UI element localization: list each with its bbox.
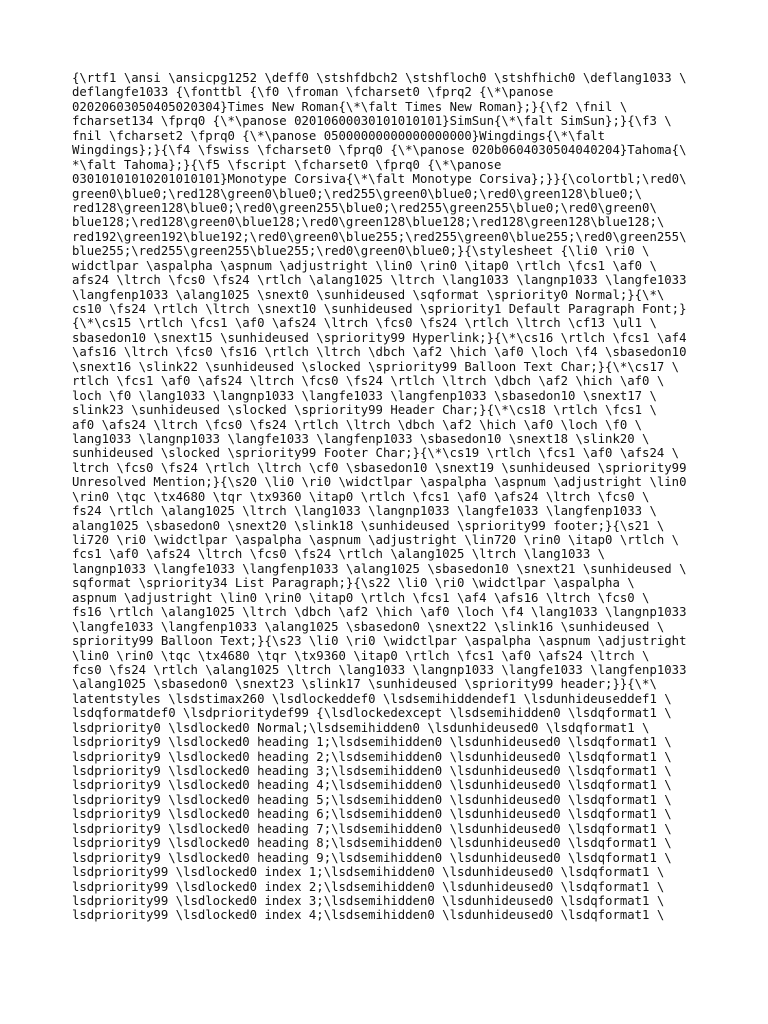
text-line: lang1033 \langnp1033 \langfe1033 \langfenp1033 \sbasedon10 \snext18 \slink20 \ [72,431,650,446]
text-line: latentstyles \lsdstimax260 \lsdlockeddef0 \lsdsemihiddendef1 \lsdunhideuseddef1 \ [72,691,672,706]
text-line: sqformat \spriority34 List Paragraph;}{\s22 \li0 \ri0 \widctlpar \aspalpha \ [72,576,635,591]
text-line: spriority99 Balloon Text;}{\s23 \li0 \ri0 \widctlpar \aspalpha \aspnum \adjustright [72,634,687,649]
text-line: deflangfe1033 {\fonttbl {\f0 \froman \fcharset0 \fprq2 {\*\panose [72,85,554,100]
text-line: lsdpriority9 \lsdlocked0 heading 9;\lsdsemihidden0 \lsdunhideused0 \lsdqformat1 \ [72,850,672,865]
text-line: Wingdings};}{\f4 \fswiss \fcharset0 \fprq0 {\*\panose 020b0604030504040204}Tahoma{\ [72,143,687,158]
text-line: loch \f0 \lang1033 \langnp1033 \langfe1033 \langfenp1033 \sbasedon10 \snext17 \ [72,388,657,403]
text-line: langnp1033 \langfe1033 \langfenp1033 \alang1025 \sbasedon10 \snext21 \sunhideused \ [72,561,687,576]
text-line: {\*\cs15 \rtlch \fcs1 \af0 \afs24 \ltrch \fcs0 \fs24 \rtlch \ltrch \cf13 \ul1 \ [72,316,657,331]
text-line: \lin0 \rin0 \tqc \tx4680 \tqr \tx9360 \itap0 \rtlch \fcs1 \af0 \afs24 \ltrch \ [72,648,650,663]
text-line: cs10 \fs24 \rtlch \ltrch \snext10 \sunhideused \spriority1 Default Paragraph Font;} [72,302,687,316]
text-line: \langfenp1033 \alang1025 \snext0 \sunhideused \sqformat \spriority0 Normal;}{\*\ [72,287,665,302]
text-line: slink23 \sunhideused \slocked \spriority99 Header Char;}{\*\cs18 \rtlch \fcs1 \ [72,403,657,418]
text-line: \rin0 \tqc \tx4680 \tqr \tx9360 \itap0 \rtlch \fcs1 \af0 \afs24 \ltrch \fcs0 \ [72,489,650,504]
text-line: fcs1 \af0 \afs24 \ltrch \fcs0 \fs24 \rtlch \alang1025 \ltrch \lang1033 \ [72,547,606,562]
text-line: rtlch \fcs1 \af0 \afs24 \ltrch \fcs0 \fs24 \rtlch \ltrch \dbch \af2 \hich \af0 \ [72,374,665,389]
text-line: lsdpriority9 \lsdlocked0 heading 7;\lsdsemihidden0 \lsdunhideused0 \lsdqformat1 \ [72,821,672,836]
text-line: afs24 \ltrch \fcs0 \fs24 \rtlch \alang1025 \ltrch \lang1033 \langnp1033 \langfe1033 [72,273,687,288]
text-line: \alang1025 \sbasedon0 \snext23 \slink17 \sunhideused \spriority99 header;}}{\*\ [72,677,657,692]
text-line: lsdpriority9 \lsdlocked0 heading 5;\lsdsemihidden0 \lsdunhideused0 \lsdqformat1 \ [72,792,672,807]
text-line: blue128;\red128\green0\blue128;\red0\green128\blue128;\red128\green128\blue128;\ [72,215,665,230]
text-line: red192\green192\blue192;\red0\green0\blue255;\red255\green0\blue255;\red0\green255\ [72,229,687,244]
text-line: {\rtf1 \ansi \ansicpg1252 \deff0 \stshfdbch2 \stshfloch0 \stshfhich0 \deflang1033 \ [72,71,687,85]
text-line: 02020603050405020304}Times New Roman{\*\falt Times New Roman};}{\f2 \fnil \ [72,99,628,114]
text-line: alang1025 \sbasedon0 \snext20 \slink18 \sunhideused \spriority99 footer;}{\s21 \ [72,518,665,533]
text-line: lsdpriority9 \lsdlocked0 heading 4;\lsdsemihidden0 \lsdunhideused0 \lsdqformat1 \ [72,778,672,793]
text-line: lsdpriority9 \lsdlocked0 heading 8;\lsdsemihidden0 \lsdunhideused0 \lsdqformat1 \ [72,836,672,851]
text-line: sbasedon10 \snext15 \sunhideused \spriority99 Hyperlink;}{\*\cs16 \rtlch \fcs1 \af4 [72,330,687,345]
text-line: aspnum \adjustright \lin0 \rin0 \itap0 \rtlch \fcs1 \af4 \afs16 \ltrch \fcs0 \ [72,590,650,605]
text-line: widctlpar \aspalpha \aspnum \adjustright \lin0 \rin0 \itap0 \rtlch \fcs1 \af0 \ [72,258,657,273]
text-line: af0 \afs24 \ltrch \fcs0 \fs24 \rtlch \ltrch \dbch \af2 \hich \af0 \loch \f0 \ [72,417,643,432]
text-line: lsdpriority99 \lsdlocked0 index 3;\lsdsemihidden0 \lsdunhideused0 \lsdqformat1 \ [72,893,665,908]
text-line: fcs0 \fs24 \rtlch \alang1025 \ltrch \lang1033 \langnp1033 \langfe1033 \langfenp1033 [72,662,687,677]
text-line: lsdpriority9 \lsdlocked0 heading 2;\lsdsemihidden0 \lsdunhideused0 \lsdqformat1 \ [72,749,672,764]
rtf-source-text [72,71,712,923]
text-line: lsdpriority9 \lsdlocked0 heading 3;\lsdsemihidden0 \lsdunhideused0 \lsdqformat1 \ [72,764,672,778]
text-line: ltrch \fcs0 \fs24 \rtlch \ltrch \cf0 \sbasedon10 \snext19 \sunhideused \spriority99 [72,460,687,475]
text-line: fs16 \rtlch \alang1025 \ltrch \dbch \af2 \hich \af0 \loch \f4 \lang1033 \langnp1033 [72,605,687,620]
text-line: lsdpriority0 \lsdlocked0 Normal;\lsdsemihidden0 \lsdunhideused0 \lsdqformat1 \ [72,720,650,735]
text-line: fcharset134 \fprq0 {\*\panose 02010600030101010101}SimSun{\*\falt SimSun};}{\f3 \ [72,114,672,129]
text-line: lsdqformatdef0 \lsdprioritydef99 {\lsdlockedexcept \lsdsemihidden0 \lsdqformat1 \ [72,706,672,721]
text-line: lsdpriority99 \lsdlocked0 index 1;\lsdsemihidden0 \lsdunhideused0 \lsdqformat1 \ [72,865,665,880]
text-line: green0\blue0;\red128\green0\blue0;\red255\green0\blue0;\red0\green128\blue0;\ [72,186,643,201]
text-line: Unresolved Mention;}{\s20 \li0 \ri0 \widctlpar \aspalpha \aspnum \adjustright \lin0 [72,475,687,490]
text-line: blue255;\red255\green255\blue255;\red0\green0\blue0;}{\stylesheet {\li0 \ri0 \ [72,244,650,259]
text-line: fs24 \rtlch \alang1025 \ltrch \lang1033 \langnp1033 \langfe1033 \langfenp1033 \ [72,504,657,519]
text-line: red128\green128\blue0;\red0\green255\blue0;\red255\green255\blue0;\red0\green0\ [72,200,657,215]
text-line: *\falt Tahoma};}{\f5 \fscript \fcharset0 \fprq0 {\*\panose [72,157,502,172]
text-line: \afs16 \ltrch \fcs0 \fs16 \rtlch \ltrch \dbch \af2 \hich \af0 \loch \f4 \sbasedon10 [72,345,687,360]
text-line: lsdpriority99 \lsdlocked0 index 4;\lsdsemihidden0 \lsdunhideused0 \lsdqformat1 \ [72,908,665,923]
text-line: 03010101010201010101}Monotype Corsiva{\*\falt Monotype Corsiva};}}{\colortbl;\red0\ [72,172,687,187]
text-line: lsdpriority99 \lsdlocked0 index 2;\lsdsemihidden0 \lsdunhideused0 \lsdqformat1 \ [72,879,665,894]
text-line: lsdpriority9 \lsdlocked0 heading 6;\lsdsemihidden0 \lsdunhideused0 \lsdqformat1 \ [72,807,672,822]
text-line: sunhideused \slocked \spriority99 Footer Char;}{\*\cs19 \rtlch \fcs1 \af0 \afs24 \ [72,446,680,461]
text-line: \langfe1033 \langfenp1033 \alang1025 \sbasedon0 \snext22 \slink16 \sunhideused \ [72,619,665,634]
text-line: li720 \ri0 \widctlpar \aspalpha \aspnum \adjustright \lin720 \rin0 \itap0 \rtlch \ [72,533,680,547]
text-line: lsdpriority9 \lsdlocked0 heading 1;\lsdsemihidden0 \lsdunhideused0 \lsdqformat1 \ [72,735,672,750]
text-line: fnil \fcharset2 \fprq0 {\*\panose 05000000000000000000}Wingdings{\*\falt [72,128,606,143]
text-line: \snext16 \slink22 \sunhideused \slocked \spriority99 Balloon Text Char;}{\*\cs17 \ [72,359,680,374]
